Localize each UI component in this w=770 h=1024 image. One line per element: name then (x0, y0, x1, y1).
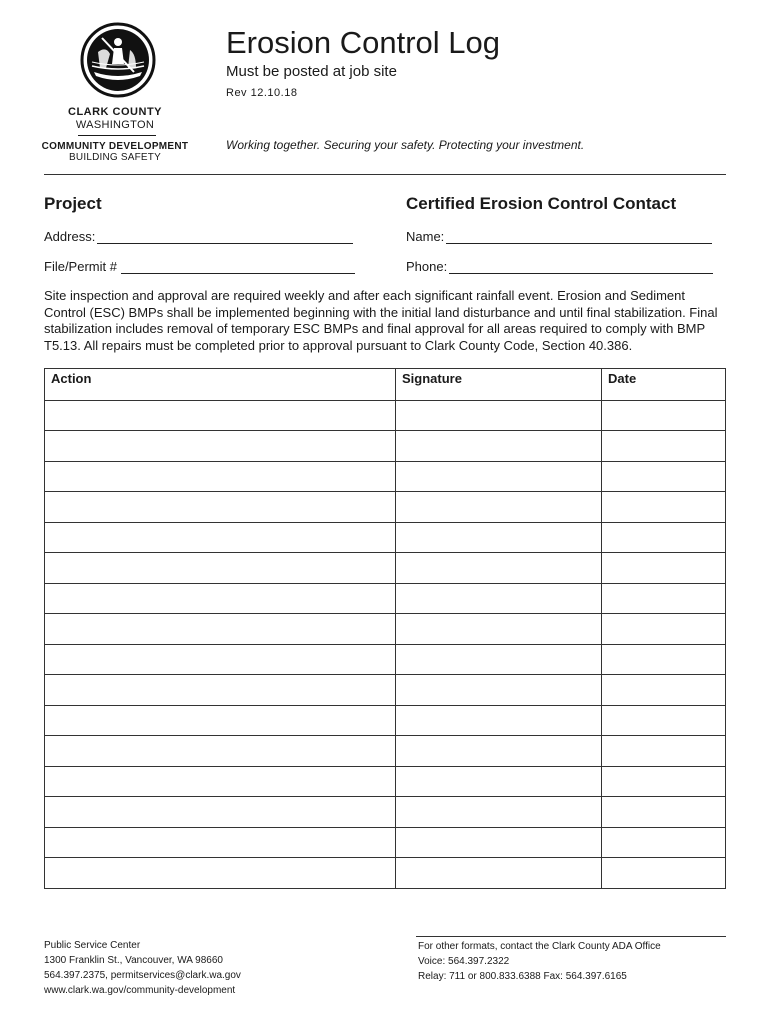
column-header-signature: Signature (396, 369, 602, 401)
signature-cell[interactable] (396, 827, 602, 858)
table-row (45, 675, 726, 706)
date-cell[interactable] (602, 553, 726, 584)
date-cell[interactable] (602, 858, 726, 889)
signature-cell[interactable] (396, 461, 602, 492)
address-label: Address: (44, 229, 96, 244)
signature-cell[interactable] (396, 492, 602, 523)
table-body (45, 400, 726, 888)
table-header-row (45, 369, 726, 401)
table-row (45, 583, 726, 614)
action-cell[interactable] (45, 461, 396, 492)
table-row (45, 644, 726, 675)
action-cell[interactable] (45, 736, 396, 767)
date-cell[interactable] (602, 705, 726, 736)
footer-ada-block (418, 939, 661, 984)
page-subtitle: Must be posted at job site (226, 63, 397, 80)
date-cell[interactable] (602, 827, 726, 858)
org-division: BUILDING SAFETY (69, 152, 161, 163)
footer-relay-fax: Relay: 711 or 800.833.6388 Fax: 564.397.6165 (418, 971, 627, 982)
table-row (45, 827, 726, 858)
signature-cell[interactable] (396, 644, 602, 675)
footer-voice: Voice: 564.397.2322 (418, 956, 510, 967)
action-cell[interactable] (45, 644, 396, 675)
signature-cell[interactable] (396, 583, 602, 614)
signature-cell[interactable] (396, 797, 602, 828)
action-cell[interactable] (45, 583, 396, 614)
signature-cell[interactable] (396, 522, 602, 553)
page-title: Erosion Control Log (226, 25, 500, 60)
action-cell[interactable] (45, 766, 396, 797)
footer-ada-note: For other formats, contact the Clark County ADA Office (418, 941, 661, 952)
org-department: COMMUNITY DEVELOPMENT (41, 141, 189, 152)
table-row (45, 614, 726, 645)
permit-label: File/Permit # (44, 259, 117, 274)
date-cell[interactable] (602, 766, 726, 797)
column-header-action: Action (45, 369, 396, 401)
name-field[interactable] (406, 229, 712, 244)
action-cell[interactable] (45, 553, 396, 584)
signature-cell[interactable] (396, 400, 602, 431)
org-state: WASHINGTON (75, 119, 155, 131)
project-heading: Project (44, 194, 102, 213)
clark-county-logo-icon (80, 22, 156, 98)
phone-field[interactable] (406, 259, 713, 274)
table-row (45, 736, 726, 767)
footer-divider (416, 936, 726, 937)
action-cell[interactable] (45, 522, 396, 553)
footer-address-block (44, 938, 241, 998)
header-divider (44, 174, 726, 175)
signature-cell[interactable] (396, 431, 602, 462)
action-cell[interactable] (45, 431, 396, 462)
tagline: Working together. Securing your safety. Protecting your investment. (226, 138, 585, 152)
action-cell[interactable] (45, 827, 396, 858)
phone-label: Phone: (406, 259, 448, 274)
table-row (45, 400, 726, 431)
date-cell[interactable] (602, 583, 726, 614)
date-cell[interactable] (602, 400, 726, 431)
table-row (45, 797, 726, 828)
revision-date: Rev 12.10.18 (226, 87, 298, 99)
date-cell[interactable] (602, 675, 726, 706)
signature-cell[interactable] (396, 736, 602, 767)
name-input-line[interactable] (446, 231, 712, 244)
footer-street-address: 1300 Franklin St., Vancouver, WA 98660 (44, 955, 223, 966)
permit-input-line[interactable] (121, 261, 355, 274)
footer-contact[interactable]: 564.397.2375, permitservices@clark.wa.gov (44, 970, 241, 981)
action-cell[interactable] (45, 675, 396, 706)
action-cell[interactable] (45, 858, 396, 889)
date-cell[interactable] (602, 461, 726, 492)
date-cell[interactable] (602, 614, 726, 645)
date-cell[interactable] (602, 644, 726, 675)
signature-cell[interactable] (396, 614, 602, 645)
instructions-paragraph: Site inspection and approval are required weekly and after each significant rainfall event. Erosion and Sediment Control (ESC) BMPs shall be implemented beginning with the initial land disturbance and until final stabilization. Final stabilization includes removal of temporary ESC BMPs and final approval for all areas required to comply with BMP T5.13. All repairs must be completed prior to approval pursuant to Clark County Code, Section 40.386. (44, 288, 718, 353)
org-name: CLARK COUNTY (68, 106, 162, 118)
footer-office-name: Public Service Center (44, 940, 141, 951)
signature-cell[interactable] (396, 675, 602, 706)
address-field[interactable] (44, 229, 353, 244)
column-header-date: Date (602, 369, 726, 401)
date-cell[interactable] (602, 431, 726, 462)
action-cell[interactable] (45, 614, 396, 645)
signature-cell[interactable] (396, 553, 602, 584)
name-label: Name: (406, 229, 445, 244)
table-row (45, 858, 726, 889)
table-row (45, 492, 726, 523)
table-row (45, 431, 726, 462)
contact-heading: Certified Erosion Control Contact (406, 194, 677, 213)
table-row (45, 522, 726, 553)
action-cell[interactable] (45, 797, 396, 828)
action-cell[interactable] (45, 705, 396, 736)
table-row (45, 766, 726, 797)
address-input-line[interactable] (97, 231, 353, 244)
action-cell[interactable] (45, 400, 396, 431)
date-cell[interactable] (602, 797, 726, 828)
table-row (45, 553, 726, 584)
date-cell[interactable] (602, 492, 726, 523)
org-divider (78, 135, 156, 136)
date-cell[interactable] (602, 736, 726, 767)
signature-cell[interactable] (396, 705, 602, 736)
phone-input-line[interactable] (449, 261, 713, 274)
signature-cell[interactable] (396, 766, 602, 797)
signature-cell[interactable] (396, 858, 602, 889)
erosion-log-table (44, 368, 726, 889)
table-row (45, 705, 726, 736)
action-cell[interactable] (45, 492, 396, 523)
permit-field[interactable] (44, 259, 355, 274)
footer-website-link[interactable]: www.clark.wa.gov/community-development (44, 985, 236, 996)
date-cell[interactable] (602, 522, 726, 553)
table-row (45, 461, 726, 492)
